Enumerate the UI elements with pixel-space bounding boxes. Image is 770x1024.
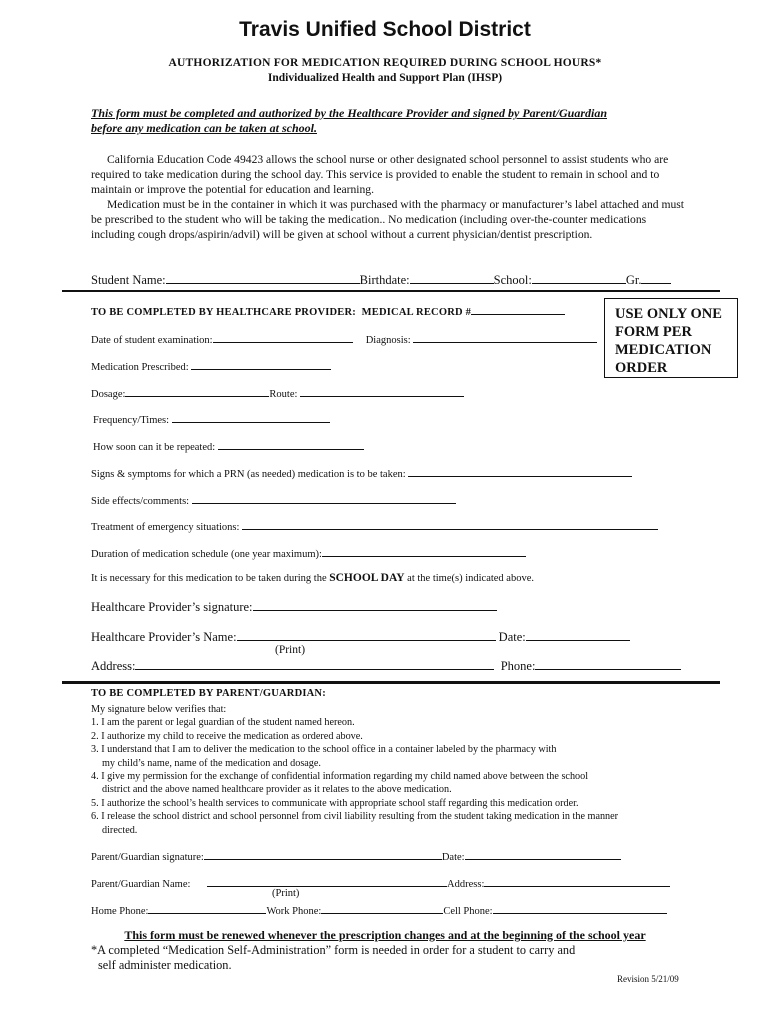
provider-name-field[interactable] bbox=[237, 629, 496, 641]
home-phone-label: Home Phone: bbox=[91, 906, 149, 917]
frequency-field[interactable] bbox=[172, 411, 330, 423]
notice-line-3: MEDICATION bbox=[615, 342, 712, 358]
list-item: 6. I release the school district and school personnel from civil liability resulting from the student taking medication in the manner bbox=[91, 811, 619, 823]
list-item: directed. bbox=[102, 824, 138, 836]
parent-section-title: TO BE COMPLETED BY PARENT/GUARDIAN: bbox=[91, 688, 326, 699]
prn-row bbox=[91, 465, 632, 480]
side-effects-label: Side effects/comments: bbox=[91, 496, 190, 507]
parent-date-label: Date: bbox=[441, 852, 465, 863]
side-effects-row bbox=[91, 492, 456, 507]
diagnosis-field[interactable] bbox=[413, 331, 597, 343]
parent-address-field[interactable] bbox=[484, 875, 670, 887]
medication-row bbox=[91, 358, 331, 373]
frequency-row bbox=[93, 411, 330, 426]
provider-section-title: TO BE COMPLETED BY HEALTHCARE PROVIDER: bbox=[91, 307, 356, 318]
route-field[interactable] bbox=[300, 385, 464, 397]
duration-field[interactable] bbox=[322, 545, 526, 557]
work-phone-label: Work Phone: bbox=[266, 906, 322, 917]
notice-line-2: FORM PER bbox=[615, 324, 692, 340]
provider-print-hint: (Print) bbox=[275, 644, 306, 656]
parent-date-field[interactable] bbox=[465, 848, 621, 860]
list-item: 4. I give my permission for the exchange of confidential information regarding my child named above between the school bbox=[91, 771, 589, 783]
cell-phone-label: Cell Phone: bbox=[443, 906, 493, 917]
parent-intro: My signature below verifies that: bbox=[91, 704, 227, 715]
medical-record-field[interactable] bbox=[471, 303, 565, 315]
provider-date-field[interactable] bbox=[526, 629, 630, 641]
parent-signature-label: Parent/Guardian signature: bbox=[91, 852, 204, 863]
exam-date-field[interactable] bbox=[213, 331, 353, 343]
diagnosis-label: Diagnosis: bbox=[365, 335, 411, 346]
list-item: 1. I am the parent or legal guardian of the student named hereon. bbox=[91, 717, 355, 729]
school-day-statement bbox=[91, 572, 534, 584]
provider-address-row bbox=[91, 658, 681, 674]
form-title: Travis Unified School District bbox=[239, 18, 531, 41]
dosage-route-row bbox=[91, 385, 464, 400]
list-item: 2. I authorize my child to receive the medication as ordered above. bbox=[91, 730, 363, 742]
list-item: 3. I understand that I am to deliver the medication to the school office in a container labeled by the pharmacy with bbox=[91, 744, 557, 756]
warning-line-1: This form must be completed and authorized by the Healthcare Provider and signed by Parent/Guardian bbox=[91, 106, 608, 120]
student-name-field[interactable] bbox=[166, 272, 360, 284]
grade-field[interactable] bbox=[641, 272, 671, 284]
school-field[interactable] bbox=[532, 272, 626, 284]
provider-date-label: Date: bbox=[498, 630, 526, 644]
student-info-row bbox=[91, 272, 671, 288]
home-phone-field[interactable] bbox=[148, 902, 266, 914]
school-label: School: bbox=[493, 273, 532, 287]
provider-signature-label: Healthcare Provider’s signature: bbox=[91, 600, 253, 614]
medication-field[interactable] bbox=[191, 358, 331, 370]
duration-label: Duration of medication schedule (one year maximum): bbox=[91, 549, 322, 560]
exam-date-label: Date of student examination: bbox=[91, 335, 213, 346]
cell-phone-field[interactable] bbox=[493, 902, 667, 914]
warning-line-2: before any medication can be taken at school. bbox=[91, 121, 317, 135]
dosage-label: Dosage: bbox=[91, 389, 126, 400]
duration-row bbox=[91, 545, 526, 560]
grade-label: Gr. bbox=[625, 273, 642, 287]
birthdate-field[interactable] bbox=[410, 272, 494, 284]
parent-name-row bbox=[91, 875, 670, 890]
necessity-text-post: at the time(s) indicated above. bbox=[407, 573, 534, 584]
repeat-row bbox=[93, 438, 364, 453]
necessity-text-pre: It is necessary for this medication to be taken during the bbox=[91, 573, 327, 584]
parent-phones-row bbox=[91, 902, 667, 917]
list-item: 5. I authorize the school’s health services to communicate with appropriate school staff regarding this medication order. bbox=[91, 797, 579, 809]
provider-name-label: Healthcare Provider’s Name: bbox=[91, 630, 237, 644]
provider-address-field[interactable] bbox=[135, 658, 494, 670]
provider-phone-field[interactable] bbox=[535, 658, 681, 670]
prn-label: Signs & symptoms for which a PRN (as needed) medication is to be taken: bbox=[91, 469, 406, 480]
intro-paragraph-2: Medication must be in the container in which it was purchased with the pharmacy or manufacturer’s label attached and must be prescribed to the student who will be taking the medication.. No medication (including over-the-counter medications including cough drops/aspirin/advil) will be given at school without a current physician/dentist prescription. bbox=[91, 198, 685, 241]
provider-signature-field[interactable] bbox=[253, 599, 497, 611]
parent-signature-row bbox=[91, 848, 621, 863]
medication-label: Medication Prescribed: bbox=[91, 362, 189, 373]
parent-print-hint: (Print) bbox=[272, 888, 300, 899]
one-form-per-medication-notice bbox=[604, 298, 738, 378]
intro-text bbox=[91, 152, 691, 242]
exam-diagnosis-row bbox=[91, 331, 597, 346]
prn-field[interactable] bbox=[408, 465, 632, 477]
emergency-row bbox=[91, 518, 658, 533]
notice-line-1: USE ONLY ONE bbox=[615, 306, 722, 322]
parent-verification-list bbox=[91, 703, 691, 837]
birthdate-label: Birthdate: bbox=[359, 273, 410, 287]
provider-phone-label: Phone: bbox=[500, 659, 536, 673]
provider-section-header bbox=[91, 303, 565, 318]
dosage-field[interactable] bbox=[125, 385, 269, 397]
parent-signature-field[interactable] bbox=[204, 848, 442, 860]
renewal-notice: This form must be renewed whenever the prescription changes and at the beginning of the school year bbox=[124, 928, 646, 942]
side-effects-field[interactable] bbox=[192, 492, 456, 504]
parent-name-label: Parent/Guardian Name: bbox=[91, 879, 191, 890]
medical-record-label: MEDICAL RECORD # bbox=[361, 307, 472, 318]
emergency-field[interactable] bbox=[242, 518, 658, 530]
school-day-emphasis: SCHOOL DAY bbox=[329, 572, 405, 584]
revision-date: Revision 5/21/09 bbox=[617, 974, 679, 984]
parent-address-label: Address: bbox=[447, 879, 485, 890]
list-item: district and the above named healthcare provider as it relates to the above medication. bbox=[102, 784, 452, 796]
form-subtitle-ihsp: Individualized Health and Support Plan (IHSP) bbox=[267, 72, 503, 84]
provider-signature-row bbox=[91, 599, 497, 615]
parent-name-field[interactable] bbox=[207, 875, 447, 887]
self-admin-note-1: *A completed “Medication Self-Administration” form is needed in order for a student to carry and bbox=[91, 943, 576, 957]
divider bbox=[62, 681, 720, 684]
authorization-warning bbox=[91, 106, 607, 136]
provider-name-row bbox=[91, 629, 630, 645]
notice-line-4: ORDER bbox=[615, 360, 668, 376]
frequency-label: Frequency/Times: bbox=[93, 415, 170, 426]
repeat-field[interactable] bbox=[218, 438, 364, 450]
form-subtitle: AUTHORIZATION FOR MEDICATION REQUIRED DURING SCHOOL HOURS* bbox=[168, 57, 602, 69]
intro-paragraph-1: California Education Code 49423 allows the school nurse or other designated school personnel to assist students who are required to take medication during the school day. This service is provided to enable the student to remain in school and to maintain or improve the potential for education and learning. bbox=[91, 153, 669, 196]
self-admin-note-2: self administer medication. bbox=[98, 958, 232, 972]
repeat-label: How soon can it be repeated: bbox=[93, 442, 216, 453]
divider bbox=[62, 290, 720, 292]
work-phone-field[interactable] bbox=[321, 902, 443, 914]
list-item: my child’s name, name of the medication and dosage. bbox=[102, 757, 321, 769]
provider-address-label: Address: bbox=[91, 659, 136, 673]
route-label: Route: bbox=[269, 389, 298, 400]
student-name-label: Student Name: bbox=[91, 273, 166, 287]
emergency-label: Treatment of emergency situations: bbox=[91, 522, 240, 533]
